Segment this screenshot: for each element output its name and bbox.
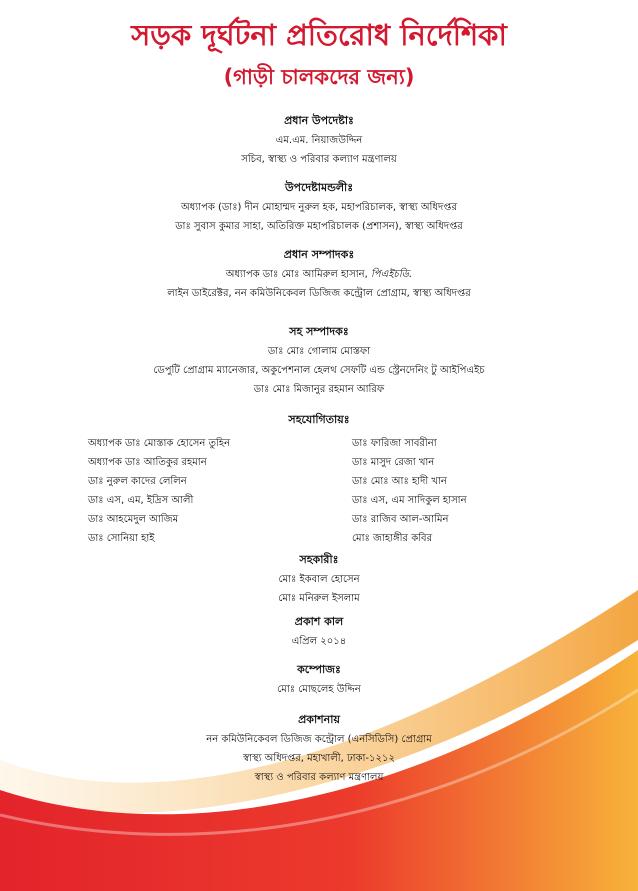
compose-section (0, 660, 638, 699)
publication-date-heading: প্রকাশ কাল (294, 615, 344, 628)
contributor-name: ডাঃ সোনিয়া হাই (88, 533, 155, 544)
co-editor-line: ডেপুটি প্রোগ্রাম ম্যানেজার, অকুপেশনাল হেলথ সেফটি এন্ড স্ট্রেনদেনিং টু আইপিএইচ (153, 365, 485, 376)
publication-date-value: এপ্রিল ২০১৪ (291, 636, 347, 647)
advisory-board-line: ডাঃ সুবাস কুমার সাহা, অতিরিক্ত মহাপরিচালক (প্রশাসন), স্বাস্থ্য অধিদপ্তর (175, 221, 463, 232)
assistants-section (0, 550, 638, 608)
publisher-heading: প্রকাশনায় (298, 713, 340, 726)
advisory-board-line: অধ্যাপক (ডাঃ) দীন মোহাম্মদ নুরুল হক, মহাপরিচালক, স্বাস্থ্য অধিদপ্তর (181, 202, 457, 213)
assistants-heading: সহকারীঃ (299, 553, 339, 566)
co-editor-line: ডাঃ মোঃ মিজানুর রহমান আরিফ (253, 384, 385, 395)
co-editor-section (0, 322, 638, 399)
publisher-line: নন কমিউনিকেবল ডিজিজ কন্ট্রোল (এনসিডিসি) প্রোগ্রাম (206, 734, 432, 745)
chief-editor-role: লাইন ডাইরেক্টর, নন কমিউনিকেবল ডিজিজ কন্ট্রোল প্রোগ্রাম, স্বাস্থ্য অধিদপ্তর (167, 288, 471, 299)
contributor-name: ডাঃ এস, এম, ইদ্রিস আলী (88, 495, 194, 506)
contributor-name: ডাঃ আহমেদুল আজিম (88, 514, 179, 525)
advisory-board-section (0, 178, 638, 236)
advisory-board-heading: উপদেষ্টামন্ডলীঃ (284, 181, 354, 194)
contributors-right-column (352, 434, 467, 548)
contributor-name: ডাঃ রাজিব আল-আমিন (352, 514, 449, 525)
chief-editor-name: অধ্যাপক ডাঃ মোঃ আমিরুল হাসান, (225, 269, 368, 280)
contributors-heading: সহযোগিতায়ঃ (288, 413, 350, 426)
publisher-line: স্বাস্থ্য ও পরিবার কল্যাণ মন্ত্রণালয় (254, 772, 384, 783)
compose-heading: কম্পোজঃ (297, 663, 341, 676)
publication-date-section (0, 612, 638, 651)
chief-advisor-name: এম.এম. নিয়াজউদ্দিন (275, 135, 363, 146)
contributor-name: ডাঃ মোঃ আঃ হাদী খান (352, 476, 447, 487)
chief-editor-section (0, 245, 638, 303)
contributor-name: অধ্যাপক ডাঃ আতিকুর রহমান (88, 457, 207, 468)
co-editor-heading: সহ সম্পাদকঃ (289, 325, 349, 338)
compose-value: মোঃ মোছলেহ উদ্দিন (277, 684, 361, 695)
contributor-name: অধ্যাপক ডাঃ মোস্তাক হোসেন তুহিন (88, 438, 231, 449)
chief-advisor-section (0, 111, 638, 169)
chief-advisor-heading: প্রধান উপদেষ্টাঃ (284, 114, 354, 127)
contributor-name: মোঃ জাহাঙ্গীর কবির (352, 533, 433, 544)
contributor-name: ডাঃ মাসুদ রেজা খান (352, 457, 435, 468)
document-subtitle: (গাড়ী চালকদের জন্য) (223, 65, 415, 89)
publisher-section (0, 710, 638, 787)
chief-advisor-role: সচিব, স্বাস্থ্য ও পরিবার কল্যাণ মন্ত্রণালয় (241, 154, 397, 165)
contributor-name: ডাঃ নুরুল কাদের লেলিন (88, 476, 187, 487)
assistant-name: মোঃ ইকবাল হোসেন (278, 574, 360, 585)
chief-editor-name-line (0, 265, 638, 284)
contributors-section (0, 410, 638, 544)
chief-editor-heading: প্রধান সম্পাদকঃ (283, 248, 355, 261)
assistant-name: মোঃ মনিরুল ইসলাম (278, 593, 360, 604)
contributors-left-column (88, 434, 230, 548)
document-title: সড়ক দূর্ঘটনা প্রতিরোধ নির্দেশিকা (131, 18, 507, 52)
contributor-name: ডাঃ ফারিজা সাবরীনা (352, 438, 437, 449)
contributor-name: ডাঃ এস, এম সাদিকুল হাসান (352, 495, 467, 506)
publisher-line: স্বাস্থ্য অধিদপ্তর, মহাখালী, ঢাকা-১২১২ (242, 753, 396, 764)
co-editor-line: ডাঃ মোঃ গোলাম মোস্তফা (267, 346, 371, 357)
chief-editor-degree: পিএইচডি. (370, 269, 413, 280)
